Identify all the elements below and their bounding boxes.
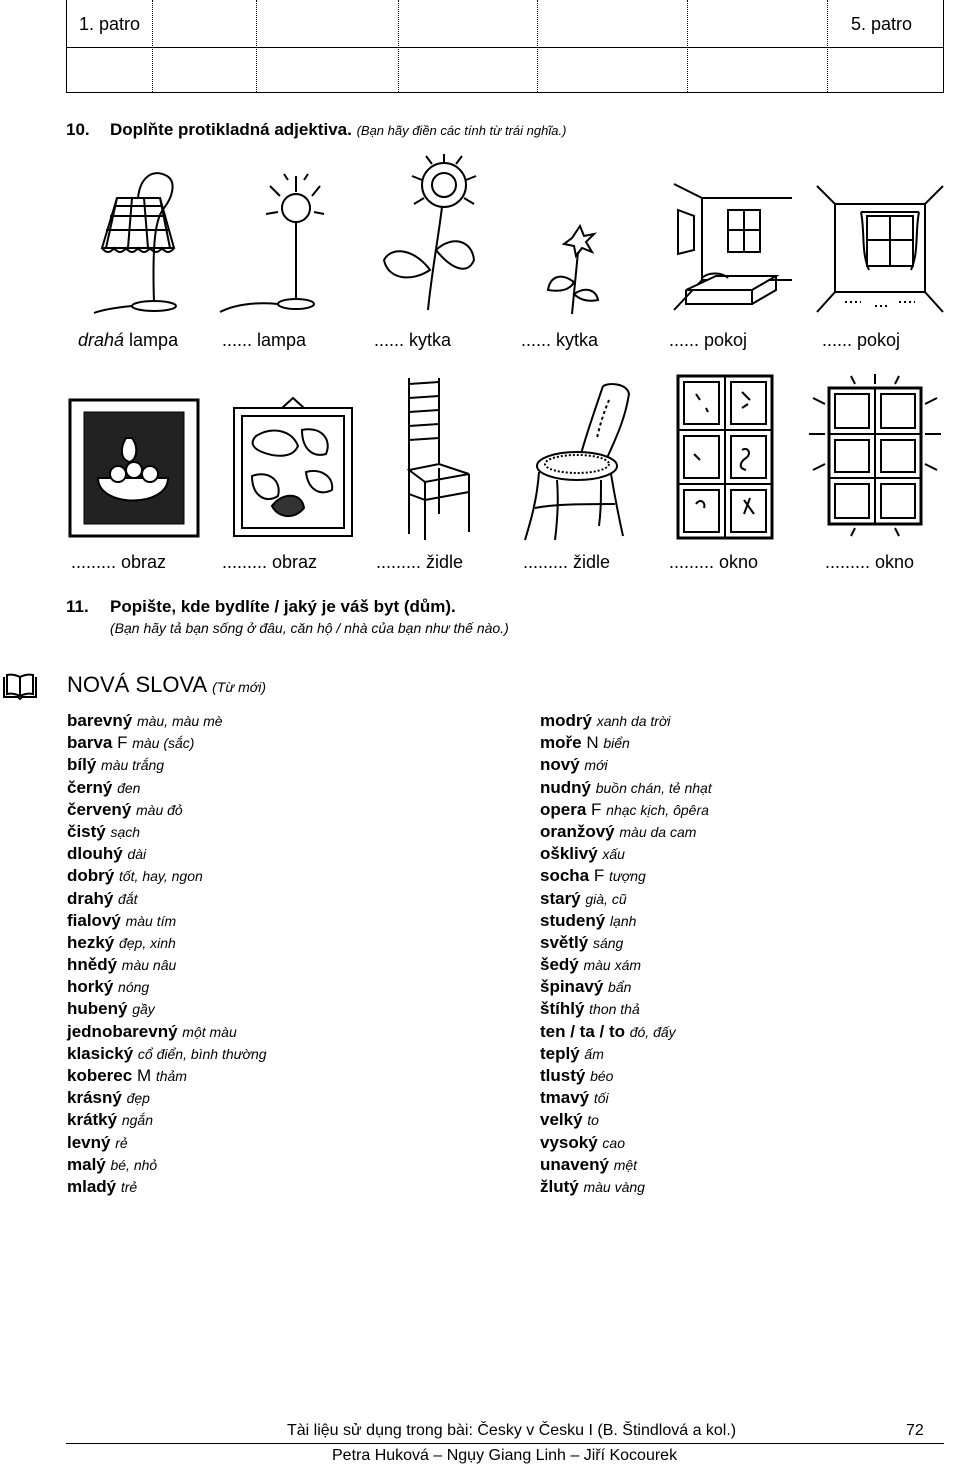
exercise-11-hint: (Bạn hãy tả bạn sống ở đâu, căn hộ / nhà của bạn như thế nào.) bbox=[110, 620, 509, 636]
vocab-translation: trẻ bbox=[120, 1178, 138, 1195]
caption-room-blank-2: ...... pokoj bbox=[822, 330, 901, 350]
vocab-translation: cổ điển, bình thường bbox=[137, 1045, 267, 1062]
vocab-translation: gầy bbox=[132, 1001, 155, 1018]
vocab-entry bbox=[67, 710, 267, 732]
table-divider bbox=[152, 0, 153, 92]
exercise-hint: (Bạn hãy điền các tính từ trái nghĩa.) bbox=[356, 123, 567, 138]
vocab-entry bbox=[67, 1021, 267, 1043]
vocab-entry bbox=[67, 732, 267, 754]
dirty-window-illustration bbox=[676, 374, 774, 540]
small-room-illustration bbox=[815, 182, 945, 318]
exercise-number: 11. bbox=[66, 597, 89, 616]
vocab-entry bbox=[540, 954, 712, 976]
vocab-translation: màu (sắc) bbox=[132, 735, 195, 752]
vocab-entry bbox=[67, 888, 267, 910]
vocab-translation: mệt bbox=[613, 1156, 638, 1173]
caption-adjective: drahá bbox=[78, 330, 125, 350]
abstract-painting-illustration bbox=[232, 396, 354, 538]
vocab-entry bbox=[540, 910, 712, 932]
tall-chair-illustration bbox=[395, 374, 475, 542]
vocab-word: moře bbox=[540, 733, 582, 753]
vocab-translation: già, cũ bbox=[585, 890, 627, 907]
vocab-entry bbox=[67, 1132, 267, 1154]
vocab-word: krátký bbox=[67, 1110, 118, 1130]
vocab-translation: sáng bbox=[592, 934, 624, 951]
vocab-gender: F bbox=[591, 799, 602, 819]
vocab-word: šedý bbox=[540, 955, 579, 975]
vocab-entry bbox=[540, 1087, 712, 1109]
vocab-translation: ấm bbox=[584, 1045, 604, 1062]
vocab-entry bbox=[67, 932, 267, 954]
vocab-entry bbox=[67, 976, 267, 998]
vocab-entry bbox=[67, 1176, 267, 1198]
vocab-translation: xấu bbox=[602, 846, 625, 863]
vocab-word: klasický bbox=[67, 1043, 134, 1063]
exercise-heading: Doplňte protikladná adjektiva. bbox=[110, 120, 352, 139]
vocab-translation: thảm bbox=[155, 1068, 187, 1084]
vocab-word: koberec bbox=[67, 1066, 133, 1085]
vocab-translation: béo bbox=[590, 1068, 614, 1084]
vocab-list-right bbox=[540, 710, 712, 1198]
vocab-translation: rẻ bbox=[115, 1134, 128, 1151]
footer-authors: Petra Huková – Ngụy Giang Linh – Jiří Kocourek bbox=[332, 1447, 678, 1464]
vocab-entry bbox=[67, 754, 267, 776]
vocab-entry bbox=[540, 1109, 712, 1131]
vocab-translation: ngắn bbox=[121, 1112, 153, 1129]
vocab-entry bbox=[540, 1132, 712, 1154]
beautiful-flower-illustration bbox=[372, 150, 482, 315]
vocab-entry bbox=[540, 1154, 712, 1176]
vocab-translation: màu xám bbox=[583, 957, 642, 974]
vocab-translation: nhạc kịch, ôpêra bbox=[606, 801, 709, 818]
vocab-translation: bé, nhỏ bbox=[110, 1156, 158, 1173]
vocab-translation: đẹp, xinh bbox=[118, 934, 176, 951]
floor-table bbox=[66, 0, 944, 93]
vocab-word: fialový bbox=[67, 910, 121, 930]
vocab-entry bbox=[540, 888, 712, 910]
vocab-translation: buồn chán, tẻ nhạt bbox=[595, 779, 712, 796]
vocab-entry bbox=[540, 865, 712, 887]
vocab-entry bbox=[540, 799, 712, 821]
vocab-translation: màu vàng bbox=[583, 1178, 645, 1195]
vocab-entry bbox=[67, 799, 267, 821]
vocab-translation: tốt, hay, ngon bbox=[118, 868, 203, 885]
vocab-gender: F bbox=[117, 733, 128, 753]
footer-divider bbox=[66, 1443, 944, 1444]
vocab-word: oranžový bbox=[540, 821, 615, 841]
vocab-translation: một màu bbox=[182, 1023, 237, 1040]
vocab-word: černý bbox=[67, 777, 113, 797]
vocab-word: unavený bbox=[540, 1154, 609, 1174]
cheap-lamp-illustration bbox=[216, 172, 326, 314]
vocab-word: mladý bbox=[67, 1176, 117, 1196]
caption-chair-blank-1: ......... židle bbox=[376, 552, 464, 572]
vocab-translation: tượng bbox=[609, 868, 646, 885]
vocab-entry bbox=[67, 1065, 267, 1087]
table-divider bbox=[398, 0, 399, 92]
vocab-entry bbox=[540, 976, 712, 998]
vocab-translation: bẩn bbox=[608, 979, 632, 996]
vocab-word: bílý bbox=[67, 755, 97, 775]
exercise-heading: Popište, kde bydlíte / jaký je váš byt (dům). bbox=[110, 597, 456, 616]
vocab-word: velký bbox=[540, 1110, 583, 1130]
table-divider bbox=[687, 0, 688, 92]
vocab-word: ten / ta / to bbox=[540, 1021, 625, 1041]
vocab-translation: xanh da trời bbox=[596, 713, 671, 729]
big-room-illustration bbox=[672, 180, 794, 318]
vocab-word: štíhlý bbox=[540, 999, 585, 1019]
table-divider bbox=[256, 0, 257, 92]
clean-window-illustration bbox=[805, 374, 945, 538]
vocab-entry bbox=[540, 1021, 712, 1043]
vocab-translation: biển bbox=[603, 735, 630, 752]
old-chair-illustration bbox=[515, 380, 645, 542]
vocab-entry bbox=[540, 821, 712, 843]
vocab-entry bbox=[540, 1065, 712, 1087]
vocab-entry bbox=[67, 910, 267, 932]
vocab-heading bbox=[67, 672, 266, 698]
vocab-translation: nóng bbox=[118, 979, 150, 996]
vocab-entry bbox=[67, 821, 267, 843]
vocab-entry bbox=[67, 865, 267, 887]
vocab-translation: màu tím bbox=[125, 912, 177, 929]
vocab-word: tmavý bbox=[540, 1088, 590, 1108]
vocab-translation: cao bbox=[602, 1134, 625, 1151]
vocab-word: starý bbox=[540, 888, 581, 908]
vocab-translation: màu đỏ bbox=[136, 801, 183, 818]
vocab-word: ošklivý bbox=[540, 844, 598, 864]
vocab-translation: đẹp bbox=[126, 1090, 150, 1107]
vocab-translation: tối bbox=[593, 1090, 609, 1107]
vocab-word: modrý bbox=[540, 711, 592, 730]
vocab-word: nudný bbox=[540, 777, 591, 797]
book-icon bbox=[2, 673, 38, 706]
vocab-entry bbox=[67, 1043, 267, 1065]
vocab-entry bbox=[540, 754, 712, 776]
exercise-11-title bbox=[66, 597, 456, 617]
vocab-word: barevný bbox=[67, 711, 133, 730]
table-divider bbox=[67, 47, 943, 48]
caption-flower-blank-1: ...... kytka bbox=[374, 330, 452, 350]
vocab-word: krásný bbox=[67, 1088, 122, 1108]
vocab-word: hezký bbox=[67, 932, 115, 952]
vocab-translation: đen bbox=[117, 779, 141, 796]
vocab-list-left bbox=[67, 710, 267, 1198]
vocab-word: jednobarevný bbox=[67, 1021, 178, 1041]
vocab-word: hnědý bbox=[67, 955, 118, 975]
vocab-entry bbox=[67, 843, 267, 865]
table-divider bbox=[537, 0, 538, 92]
vocab-word: dlouhý bbox=[67, 844, 123, 864]
vocab-word: červený bbox=[67, 799, 132, 819]
caption-expensive-lamp bbox=[78, 330, 178, 351]
caption-flower-blank-2: ...... kytka bbox=[521, 330, 599, 350]
caption-painting-blank-2: ......... obraz bbox=[222, 552, 318, 572]
floor-label-left: 1. patro bbox=[79, 14, 141, 34]
vocab-entry bbox=[540, 732, 712, 754]
vocab-translation: sạch bbox=[110, 823, 141, 840]
vocab-word: levný bbox=[67, 1132, 111, 1152]
vocab-entry bbox=[67, 1109, 267, 1131]
vocab-word: teplý bbox=[540, 1043, 580, 1063]
vocab-translation: màu trắng bbox=[101, 757, 165, 774]
caption-chair-blank-2: ......... židle bbox=[523, 552, 611, 572]
vocab-entry bbox=[540, 1043, 712, 1065]
vocab-translation: đó, đấy bbox=[629, 1023, 676, 1040]
caption-window-blank-2: ......... okno bbox=[825, 552, 915, 572]
expensive-lamp-illustration bbox=[92, 158, 192, 316]
vocab-word: hubený bbox=[67, 999, 128, 1019]
vocab-word: horký bbox=[67, 977, 114, 997]
caption-window-blank-1: ......... okno bbox=[669, 552, 759, 572]
caption-noun: lampa bbox=[124, 330, 179, 350]
exercise-10-title bbox=[66, 120, 566, 140]
vocab-entry bbox=[540, 710, 712, 732]
vocab-entry bbox=[67, 1087, 267, 1109]
vocab-word: špinavý bbox=[540, 977, 604, 997]
vocab-word: čistý bbox=[67, 821, 106, 841]
vocab-translation: thon thả bbox=[589, 1001, 640, 1018]
ugly-flower-illustration bbox=[540, 222, 610, 316]
vocab-translation: màu nâu bbox=[121, 957, 177, 974]
vocab-word: vysoký bbox=[540, 1132, 598, 1152]
caption-lamp-blank: ...... lampa bbox=[222, 330, 307, 350]
vocab-translation: dài bbox=[127, 846, 147, 863]
table-divider bbox=[827, 0, 828, 92]
vocab-word: socha bbox=[540, 866, 590, 886]
vocab-word: světlý bbox=[540, 932, 589, 952]
floor-label-right: 5. patro bbox=[851, 14, 913, 34]
vocab-translation: màu, màu mè bbox=[136, 713, 223, 729]
framed-still-life-illustration bbox=[68, 398, 200, 538]
vocab-word: opera bbox=[540, 799, 587, 819]
exercise-number: 10. bbox=[66, 120, 90, 139]
vocab-gender: F bbox=[593, 866, 605, 886]
vocab-entry bbox=[67, 1154, 267, 1176]
vocab-word: tlustý bbox=[540, 1066, 586, 1085]
vocab-word: studený bbox=[540, 910, 606, 930]
vocab-entry bbox=[540, 777, 712, 799]
vocab-translation: màu da cam bbox=[619, 823, 697, 840]
vocab-word: nový bbox=[540, 755, 580, 775]
vocab-entry bbox=[540, 843, 712, 865]
caption-room-blank-1: ...... pokoj bbox=[669, 330, 748, 350]
vocab-entry bbox=[67, 998, 267, 1020]
footer-source: Tài liệu sử dụng trong bài: Česky v Česku I (B. Štindlová a kol.) bbox=[287, 1422, 737, 1439]
vocab-gender: N bbox=[586, 733, 599, 753]
vocab-word: malý bbox=[67, 1154, 106, 1174]
vocab-entry bbox=[540, 998, 712, 1020]
caption-painting-blank-1: ......... obraz bbox=[71, 552, 167, 572]
vocab-hint: (Từ mới) bbox=[212, 679, 266, 695]
vocab-translation: lạnh bbox=[609, 912, 637, 929]
vocab-entry bbox=[540, 1176, 712, 1198]
vocab-word: barva bbox=[67, 733, 113, 753]
vocab-word: drahý bbox=[67, 888, 114, 908]
vocab-entry bbox=[67, 777, 267, 799]
vocab-title: NOVÁ SLOVA bbox=[67, 672, 206, 697]
vocab-entry bbox=[67, 954, 267, 976]
vocab-word: dobrý bbox=[67, 866, 115, 886]
vocab-translation: mới bbox=[584, 757, 608, 774]
vocab-word: žlutý bbox=[540, 1176, 579, 1196]
vocab-translation: to bbox=[587, 1112, 599, 1129]
page-number: 72 bbox=[906, 1422, 924, 1439]
vocab-gender: M bbox=[136, 1066, 152, 1085]
vocab-entry bbox=[540, 932, 712, 954]
vocab-translation: đắt bbox=[118, 890, 138, 907]
